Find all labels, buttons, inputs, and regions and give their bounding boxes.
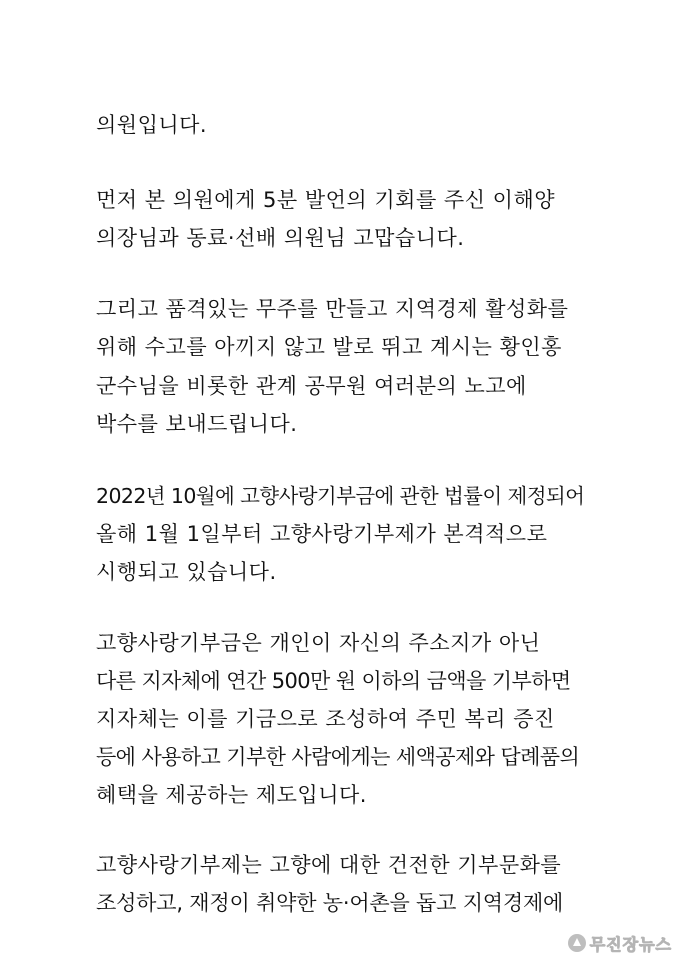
text-line: 군수님을 비롯한 관계 공무원 여러분의 노고에 bbox=[96, 374, 527, 398]
text-line: 고향사랑기부금은 개인이 자신의 주소지가 아닌 bbox=[96, 631, 541, 655]
text-line: 지자체는 이를 기금으로 조성하여 주민 복리 증진 bbox=[96, 707, 555, 731]
text-line: 시행되고 있습니다. bbox=[96, 560, 277, 584]
text-line: 혜택을 제공하는 제도입니다. bbox=[96, 783, 367, 807]
text-line: 박수를 보내드립니다. bbox=[96, 412, 298, 436]
text-line-content: 먼저 본 의원에게 5분 발언의 기회를 주신 이해양 bbox=[96, 188, 556, 212]
text-line: 위해 수고를 아끼지 않고 발로 뛰고 계시는 황인홍 bbox=[96, 335, 562, 359]
watermark-text: 무진장뉴스 bbox=[589, 934, 672, 954]
text-line: 다른 지자체에 연간 500만 원 이하의 금액을 기부하면 bbox=[96, 669, 571, 693]
text-line: 2022년 10월에 고향사랑기부금에 관한 법률이 제정되어 bbox=[96, 484, 585, 508]
text-line bbox=[96, 186, 590, 214]
mountain-logo-icon bbox=[568, 934, 586, 952]
text-line: 의장님과 동료·선배 의원님 고맙습니다. bbox=[96, 226, 465, 250]
text-line: 올해 1월 1일부터 고향사랑기부제가 본격적으로 bbox=[96, 522, 548, 546]
text-line: 그리고 품격있는 무주를 만들고 지역경제 활성화를 bbox=[96, 297, 569, 321]
text-line: 조성하고, 재정이 취약한 농·어촌을 돕고 지역경제에 bbox=[96, 891, 564, 915]
text-line: 고향사랑기부제는 고향에 대한 건전한 기부문화를 bbox=[96, 853, 562, 877]
text-line: 등에 사용하고 기부한 사람에게는 세액공제와 답례품의 bbox=[96, 745, 580, 769]
text-line: 의원입니다. bbox=[96, 113, 208, 137]
watermark bbox=[568, 930, 672, 956]
